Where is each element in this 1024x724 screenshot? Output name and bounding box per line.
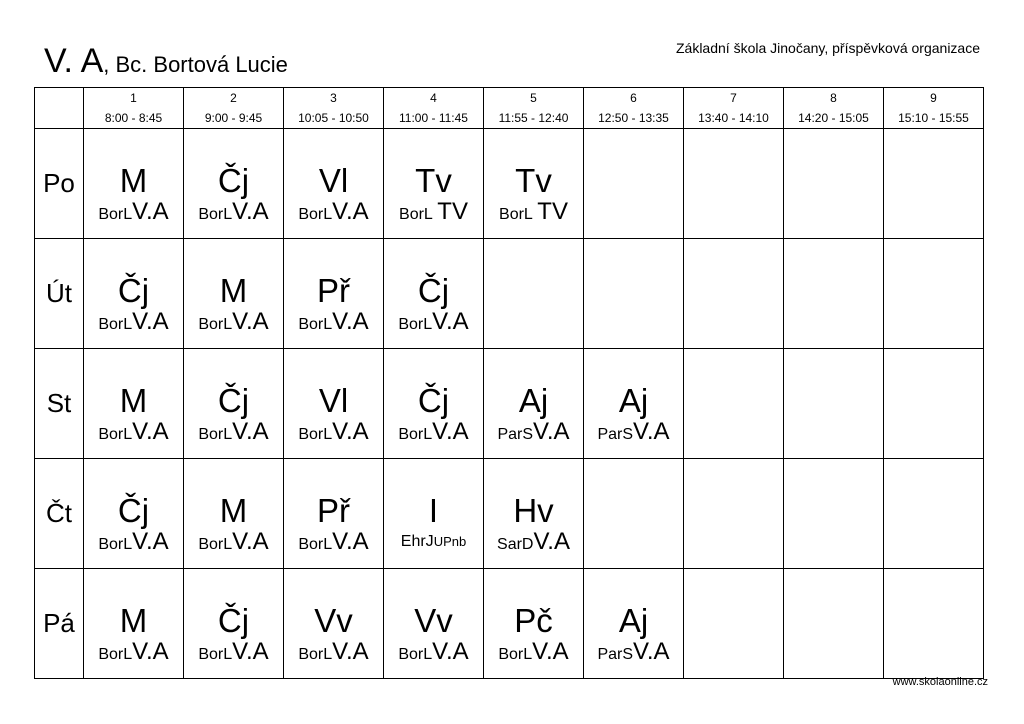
period-number: 3 [330,91,337,105]
day-row-ut [35,239,984,349]
class-name: V. A [44,42,104,80]
lesson-cell [584,569,684,679]
lesson-subject: Vv [314,602,353,639]
lesson-group: V.A [232,638,269,665]
day-row-po [35,129,984,239]
empty-cell [684,569,784,679]
lesson-teacher: BorL [498,646,533,663]
lesson-teacher: BorL [98,426,133,443]
lesson-subject: M [119,602,148,639]
empty-cell [484,239,584,349]
empty-cell [584,129,684,239]
lesson-group: V.A [332,308,369,335]
lesson-subject: Čj [217,382,250,419]
lesson-teacher: ParS [597,426,634,443]
lesson-subject: Čj [417,272,450,309]
day-row-st [35,349,984,459]
class-teacher: , Bc. Bortová Lucie [103,52,288,77]
period-header-row [35,88,984,129]
period-time: 14:20 - 15:05 [798,111,869,125]
lesson-teacher: BorL [198,316,233,333]
period-1-header [84,88,184,129]
lesson-group: V.A [232,198,269,225]
period-8-header [784,88,884,129]
empty-cell [784,129,884,239]
empty-cell [584,239,684,349]
lesson-cell [484,569,584,679]
empty-cell [784,349,884,459]
lesson-cell [184,569,284,679]
lesson-teacher: BorL [298,426,333,443]
lesson-teacher: BorL [98,316,133,333]
lesson-cell [284,239,384,349]
lesson-group: TV [437,198,468,225]
lesson-cell [184,349,284,459]
lesson-teacher: BorL [298,646,333,663]
lesson-group: V.A [633,418,670,445]
period-time: 8:00 - 8:45 [104,111,163,125]
lesson-teacher: BorL [298,536,333,553]
lesson-group: V.A [132,418,169,445]
period-number: 2 [230,91,237,105]
empty-cell [684,349,784,459]
lesson-teacher: BorL [98,536,133,553]
empty-cell [684,459,784,569]
lesson-cell [184,459,284,569]
lesson-teacher: BorL [98,206,133,223]
lesson-cell [84,569,184,679]
lesson-group: V.A [432,638,469,665]
lesson-subject: Aj [618,382,649,419]
lesson-group: V.A [232,528,269,555]
period-5-header [484,88,584,129]
lesson-cell [84,459,184,569]
lesson-subject: Čj [117,492,150,529]
period-number: 4 [430,91,437,105]
lesson-subject: I [428,492,439,529]
lesson-cell [384,569,484,679]
lesson-cell [84,239,184,349]
period-3-header [284,88,384,129]
lesson-teacher: BorL [198,206,233,223]
empty-cell [884,569,984,679]
lesson-cell [384,459,484,569]
lesson-subject: Př [317,272,350,309]
period-time: 11:55 - 12:40 [498,111,569,125]
period-number: 1 [130,91,137,105]
lesson-cell [484,349,584,459]
lesson-group: V.A [232,418,269,445]
day-label: Út [35,239,84,349]
timetable [34,87,984,679]
lesson-subject: Pč [514,602,553,639]
lesson-group: V.A [633,638,670,665]
lesson-subject: Vl [318,162,349,199]
empty-cell [784,239,884,349]
lesson-cell [484,459,584,569]
lesson-subject: M [119,162,148,199]
lesson-subject: M [119,382,148,419]
lesson-cell [84,349,184,459]
lesson-teacher: BorL [399,206,433,223]
day-label: Po [35,129,84,239]
empty-cell [884,129,984,239]
lesson-cell [284,459,384,569]
period-number: 8 [830,91,837,105]
lesson-group: V.A [332,418,369,445]
lesson-teacher: BorL [198,426,233,443]
lesson-teacher: BorL [198,646,233,663]
empty-cell [684,239,784,349]
empty-cell [884,239,984,349]
lesson-subject: Aj [618,602,649,639]
lesson-group: V.A [132,528,169,555]
lesson-cell [184,239,284,349]
period-number: 7 [730,91,737,105]
lesson-cell [384,239,484,349]
day-row-pa [35,569,984,679]
lesson-teacher: BorL [398,426,433,443]
period-6-header [584,88,684,129]
period-2-header [184,88,284,129]
lesson-teacher: BorL [398,646,433,663]
lesson-teacher: BorL [398,316,433,333]
day-label: Čt [35,459,84,569]
lesson-teacher: ParS [597,646,634,663]
lesson-teacher: BorL [298,316,333,333]
lesson-group: V.A [132,638,169,665]
lesson-group: V.A [532,638,569,665]
period-time: 9:00 - 9:45 [204,111,263,125]
corner-cell [35,88,84,129]
page-title [44,44,288,78]
lesson-subject: Aj [518,382,549,419]
lesson-cell [284,569,384,679]
lesson-subject: Vl [318,382,349,419]
lesson-group: V.A [432,418,469,445]
lesson-subject: Tv [415,162,452,199]
website-footer: www.skolaonline.cz [892,676,988,688]
empty-cell [684,129,784,239]
lesson-subject: Čj [217,602,250,639]
lesson-group: V.A [232,308,269,335]
period-time: 13:40 - 14:10 [698,111,769,125]
period-time: 10:05 - 10:50 [298,111,369,125]
school-name: Základní škola Jinočany, příspěvková organizace [675,40,980,56]
day-label: St [35,349,84,459]
period-time: 12:50 - 13:35 [598,111,669,125]
lesson-teacher: BorL [499,206,533,223]
lesson-cell [484,129,584,239]
period-number: 6 [630,91,637,105]
lesson-group: V.A [332,638,369,665]
lesson-group: V.A [332,198,369,225]
empty-cell [784,459,884,569]
lesson-subject: Hv [513,492,554,529]
lesson-cell [584,349,684,459]
lesson-teacher: BorL [98,646,133,663]
lesson-teacher: BorL [298,206,333,223]
empty-cell [884,459,984,569]
day-label: Pá [35,569,84,679]
lesson-subject: M [219,492,248,529]
lesson-teacher: EhrJ [400,533,434,550]
period-number: 5 [530,91,537,105]
period-7-header [684,88,784,129]
lesson-group: UPnb [433,534,467,549]
period-number: 9 [930,91,937,105]
period-4-header [384,88,484,129]
period-time: 15:10 - 15:55 [898,111,969,125]
lesson-teacher: SarD [497,536,534,553]
period-time: 11:00 - 11:45 [399,111,468,125]
lesson-cell [384,349,484,459]
lesson-group: TV [537,198,568,225]
lesson-cell [284,129,384,239]
lesson-subject: Tv [515,162,552,199]
lesson-cell [184,129,284,239]
day-row-ct [35,459,984,569]
lesson-cell [384,129,484,239]
empty-cell [584,459,684,569]
lesson-subject: Př [317,492,350,529]
lesson-group: V.A [132,308,169,335]
lesson-group: V.A [533,528,570,555]
lesson-subject: Čj [417,382,450,419]
lesson-group: V.A [533,418,570,445]
period-9-header [884,88,984,129]
lesson-subject: Čj [117,272,150,309]
lesson-cell [84,129,184,239]
empty-cell [884,349,984,459]
lesson-teacher: BorL [198,536,233,553]
lesson-teacher: ParS [497,426,534,443]
lesson-subject: M [219,272,248,309]
lesson-group: V.A [432,308,469,335]
lesson-subject: Vv [414,602,453,639]
lesson-subject: Čj [217,162,250,199]
lesson-cell [284,349,384,459]
lesson-group: V.A [332,528,369,555]
empty-cell [784,569,884,679]
lesson-group: V.A [132,198,169,225]
